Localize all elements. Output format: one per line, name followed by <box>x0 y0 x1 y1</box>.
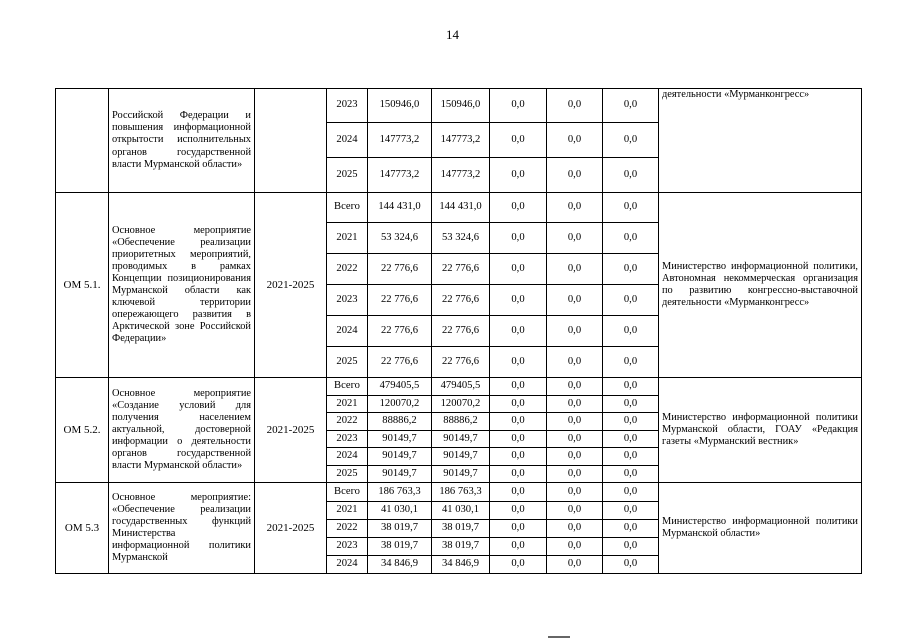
federal-budget-amount: 0,0 <box>490 520 547 538</box>
regional-budget-amount: 22 776,6 <box>432 285 490 316</box>
local-budget-amount: 0,0 <box>547 89 603 123</box>
regional-budget-amount: 147773,2 <box>432 123 490 158</box>
year-cell: 2021 <box>327 223 368 254</box>
total-amount: 53 324,6 <box>368 223 432 254</box>
year-cell: 2024 <box>327 556 368 574</box>
federal-budget-amount: 0,0 <box>490 223 547 254</box>
other-sources-amount: 0,0 <box>603 448 659 466</box>
other-sources-amount: 0,0 <box>603 158 659 193</box>
year-cell: 2023 <box>327 285 368 316</box>
federal-budget-amount: 0,0 <box>490 285 547 316</box>
other-sources-amount: 0,0 <box>603 466 659 483</box>
federal-budget-amount: 0,0 <box>490 396 547 413</box>
regional-budget-amount: 90149,7 <box>432 466 490 483</box>
budget-table <box>55 88 862 574</box>
implementation-period: 2021-2025 <box>255 193 327 378</box>
table-row <box>56 483 862 502</box>
total-amount: 90149,7 <box>368 448 432 466</box>
implementation-period: 2021-2025 <box>255 483 327 574</box>
local-budget-amount: 0,0 <box>547 556 603 574</box>
federal-budget-amount: 0,0 <box>490 89 547 123</box>
federal-budget-amount: 0,0 <box>490 158 547 193</box>
year-cell: 2023 <box>327 89 368 123</box>
page-number: 14 <box>446 27 459 42</box>
year-cell: 2024 <box>327 316 368 347</box>
local-budget-amount: 0,0 <box>547 223 603 254</box>
total-amount: 90149,7 <box>368 466 432 483</box>
federal-budget-amount: 0,0 <box>490 556 547 574</box>
local-budget-amount: 0,0 <box>547 413 603 431</box>
total-amount: 144 431,0 <box>368 193 432 223</box>
regional-budget-amount: 22 776,6 <box>432 316 490 347</box>
measure-description: Основное мероприятие: «Обеспечение реализации государственных функций Министерства информационной политики Мурманской <box>109 483 255 574</box>
regional-budget-amount: 479405,5 <box>432 378 490 396</box>
other-sources-amount: 0,0 <box>603 123 659 158</box>
local-budget-amount: 0,0 <box>547 193 603 223</box>
year-cell: Всего <box>327 483 368 502</box>
regional-budget-amount: 186 763,3 <box>432 483 490 502</box>
local-budget-amount: 0,0 <box>547 538 603 556</box>
local-budget-amount: 0,0 <box>547 378 603 396</box>
regional-budget-amount: 41 030,1 <box>432 502 490 520</box>
federal-budget-amount: 0,0 <box>490 502 547 520</box>
budget-table-body <box>56 89 862 574</box>
regional-budget-amount: 53 324,6 <box>432 223 490 254</box>
regional-budget-amount: 147773,2 <box>432 158 490 193</box>
other-sources-amount: 0,0 <box>603 254 659 285</box>
federal-budget-amount: 0,0 <box>490 378 547 396</box>
total-amount: 90149,7 <box>368 431 432 448</box>
regional-budget-amount: 150946,0 <box>432 89 490 123</box>
federal-budget-amount: 0,0 <box>490 123 547 158</box>
federal-budget-amount: 0,0 <box>490 448 547 466</box>
federal-budget-amount: 0,0 <box>490 466 547 483</box>
regional-budget-amount: 22 776,6 <box>432 347 490 378</box>
regional-budget-amount: 22 776,6 <box>432 254 490 285</box>
measure-description: Российской Федерации и повышения информационной открытости исполнительных органов государственной власти Мурманской области» <box>109 89 255 193</box>
local-budget-amount: 0,0 <box>547 520 603 538</box>
federal-budget-amount: 0,0 <box>490 413 547 431</box>
regional-budget-amount: 38 019,7 <box>432 520 490 538</box>
total-amount: 38 019,7 <box>368 520 432 538</box>
year-cell: 2023 <box>327 538 368 556</box>
year-cell: 2024 <box>327 448 368 466</box>
year-cell: 2021 <box>327 396 368 413</box>
regional-budget-amount: 144 431,0 <box>432 193 490 223</box>
other-sources-amount: 0,0 <box>603 378 659 396</box>
other-sources-amount: 0,0 <box>603 285 659 316</box>
total-amount: 22 776,6 <box>368 347 432 378</box>
total-amount: 38 019,7 <box>368 538 432 556</box>
local-budget-amount: 0,0 <box>547 285 603 316</box>
other-sources-amount: 0,0 <box>603 347 659 378</box>
local-budget-amount: 0,0 <box>547 254 603 285</box>
regional-budget-amount: 38 019,7 <box>432 538 490 556</box>
federal-budget-amount: 0,0 <box>490 193 547 223</box>
year-cell: 2022 <box>327 254 368 285</box>
total-amount: 22 776,6 <box>368 316 432 347</box>
total-amount: 34 846,9 <box>368 556 432 574</box>
total-amount: 150946,0 <box>368 89 432 123</box>
measure-description: Основное мероприятие «Создание условий для получения населением актуальной, достоверной информации о деятельности органов государственной власти Мурманской области» <box>109 378 255 483</box>
other-sources-amount: 0,0 <box>603 89 659 123</box>
total-amount: 22 776,6 <box>368 254 432 285</box>
year-cell: 2021 <box>327 502 368 520</box>
other-sources-amount: 0,0 <box>603 483 659 502</box>
federal-budget-amount: 0,0 <box>490 483 547 502</box>
implementation-period <box>255 89 327 193</box>
measure-code: ОМ 5.3 <box>56 483 109 574</box>
regional-budget-amount: 88886,2 <box>432 413 490 431</box>
bottom-mark <box>548 636 570 638</box>
total-amount: 479405,5 <box>368 378 432 396</box>
local-budget-amount: 0,0 <box>547 483 603 502</box>
measure-code: ОМ 5.1. <box>56 193 109 378</box>
other-sources-amount: 0,0 <box>603 502 659 520</box>
total-amount: 41 030,1 <box>368 502 432 520</box>
local-budget-amount: 0,0 <box>547 431 603 448</box>
federal-budget-amount: 0,0 <box>490 254 547 285</box>
other-sources-amount: 0,0 <box>603 193 659 223</box>
implementation-period: 2021-2025 <box>255 378 327 483</box>
total-amount: 120070,2 <box>368 396 432 413</box>
total-amount: 147773,2 <box>368 158 432 193</box>
regional-budget-amount: 90149,7 <box>432 431 490 448</box>
regional-budget-amount: 90149,7 <box>432 448 490 466</box>
regional-budget-amount: 34 846,9 <box>432 556 490 574</box>
federal-budget-amount: 0,0 <box>490 431 547 448</box>
other-sources-amount: 0,0 <box>603 556 659 574</box>
total-amount: 186 763,3 <box>368 483 432 502</box>
local-budget-amount: 0,0 <box>547 448 603 466</box>
table-row <box>56 378 862 396</box>
table-row <box>56 89 862 123</box>
federal-budget-amount: 0,0 <box>490 316 547 347</box>
other-sources-amount: 0,0 <box>603 520 659 538</box>
other-sources-amount: 0,0 <box>603 223 659 254</box>
other-sources-amount: 0,0 <box>603 316 659 347</box>
responsible-executor: Министерство информационной политики, Автономная некоммерческая организация по развитию конгрессно-выставочной деятельности «Мурманконгресс» <box>659 193 862 378</box>
local-budget-amount: 0,0 <box>547 347 603 378</box>
other-sources-amount: 0,0 <box>603 396 659 413</box>
year-cell: 2022 <box>327 520 368 538</box>
federal-budget-amount: 0,0 <box>490 347 547 378</box>
other-sources-amount: 0,0 <box>603 413 659 431</box>
regional-budget-amount: 120070,2 <box>432 396 490 413</box>
year-cell: 2023 <box>327 431 368 448</box>
measure-code: ОМ 5.2. <box>56 378 109 483</box>
total-amount: 22 776,6 <box>368 285 432 316</box>
year-cell: Всего <box>327 378 368 396</box>
responsible-executor: Министерство информационной политики Мурманской области» <box>659 483 862 574</box>
other-sources-amount: 0,0 <box>603 538 659 556</box>
year-cell: 2022 <box>327 413 368 431</box>
federal-budget-amount: 0,0 <box>490 538 547 556</box>
local-budget-amount: 0,0 <box>547 316 603 347</box>
other-sources-amount: 0,0 <box>603 431 659 448</box>
local-budget-amount: 0,0 <box>547 158 603 193</box>
year-cell: 2025 <box>327 347 368 378</box>
local-budget-amount: 0,0 <box>547 466 603 483</box>
responsible-executor: деятельности «Мурманконгресс» <box>659 89 862 193</box>
total-amount: 147773,2 <box>368 123 432 158</box>
measure-code <box>56 89 109 193</box>
measure-description: Основное мероприятие «Обеспечение реализации приоритетных мероприятий, проводимых в рамках Концепции позиционирования Мурманской области как ключевой территории опережающего развития в Арктической зоне Российской Федерации» <box>109 193 255 378</box>
responsible-executor: Министерство информационной политики Мурманской области, ГОАУ «Редакция газеты «Мурманский вестник» <box>659 378 862 483</box>
year-cell: 2024 <box>327 123 368 158</box>
table-row <box>56 193 862 223</box>
total-amount: 88886,2 <box>368 413 432 431</box>
local-budget-amount: 0,0 <box>547 396 603 413</box>
local-budget-amount: 0,0 <box>547 502 603 520</box>
year-cell: 2025 <box>327 158 368 193</box>
local-budget-amount: 0,0 <box>547 123 603 158</box>
year-cell: Всего <box>327 193 368 223</box>
year-cell: 2025 <box>327 466 368 483</box>
